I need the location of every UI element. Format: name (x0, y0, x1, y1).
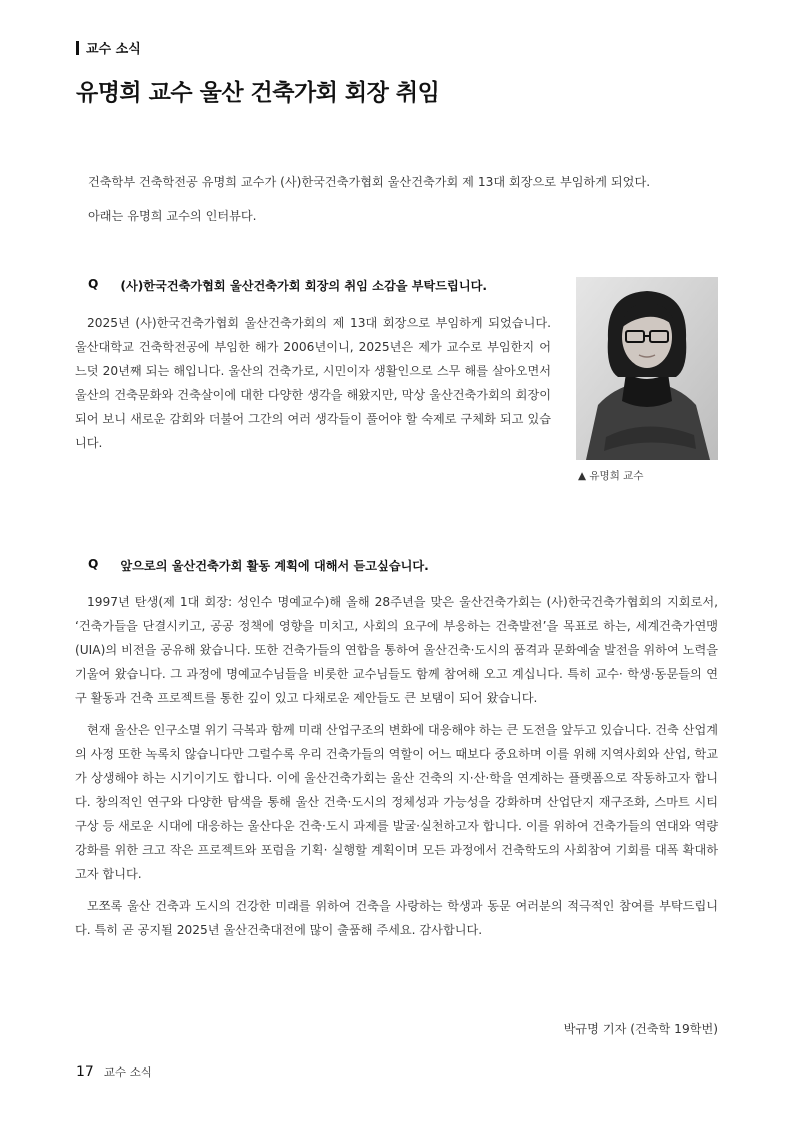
intro-paragraph: 아래는 유명희 교수의 인터뷰다. (88, 209, 257, 223)
article-title: 유명희 교수 울산 건축가회 회장 취임 (76, 80, 440, 106)
byline: 박규명 기자 (건축학 19학번) (563, 1022, 718, 1036)
section-tag (76, 38, 141, 57)
page-number: 17 (76, 1064, 94, 1080)
answer-paragraph: 1997년 탄생(제 1대 회장: 성인수 명예교수)해 올해 28주년을 맞은 울산건축가회는 (사)한국건축가협회의 지회로서, ‘건축가들을 단결시키고, 공공 정책에 영향을 미치고, 사회의 요구에 부응하는 건축발전’을 목표로 하는, 세계건축가연맹(UIA)의 비전을 공유해 왔습니다. 또한 건축가들의 연합을 통하여 울산건축·도시의 품격과 문화예술 발전을 위하여 노력을 기울여 왔습니다. 그 과정에 명예교수님들을 비롯한 교수님들도 함께 참여해 오고 계십니다. 특히 교수· 학생·동문들의 연구 활동과 건축 프로젝트를 통한 깊이 있고 다채로운 제안들도 큰 보탬이 되어 왔습니다. (75, 595, 718, 705)
answer-paragraph: 2025년 (사)한국건축가협회 울산건축가회의 제 13대 회장으로 부임하게 되었습니다. 울산대학교 건축학전공에 부임한 해가 2006년이니, 2025년은 제가 교수로 부임한지 어느덧 20년째 되는 해입니다. 울산의 건축가로, 시민이자 생활인으로 스무 해를 살아오면서 울산의 건축문화와 건축살이에 대한 다양한 생각을 해왔지만, 막상 울산건축가회의 회장이 되어 보니 새로운 감회와 더불어 그간의 여러 생각들이 풀어야 할 숙제로 구체화 되고 있습니다. (75, 316, 551, 450)
question-label: Q (88, 277, 99, 291)
intro (88, 172, 728, 240)
page-footer (76, 1064, 152, 1080)
section-tag-bar (76, 41, 79, 55)
question-2 (88, 557, 728, 574)
answer-1 (75, 311, 551, 455)
question-label: Q (88, 557, 99, 571)
answer-2 (75, 590, 718, 950)
portrait-photo (576, 277, 718, 460)
portrait-illustration (576, 277, 718, 460)
question-text: (사)한국건축가협회 울산건축가회 회장의 취임 소감을 부탁드립니다. (120, 279, 488, 293)
section-tag-label: 교수 소식 (86, 42, 141, 57)
intro-paragraph: 건축학부 건축학전공 유명희 교수가 (사)한국건축가협회 울산건축가회 제 13대 회장으로 부임하게 되었다. (88, 175, 651, 189)
answer-paragraph: 현재 울산은 인구소멸 위기 극복과 함께 미래 산업구조의 변화에 대응해야 하는 큰 도전을 앞두고 있습니다. 건축 산업계의 사정 또한 녹록치 않습니다만 그럴수록 우리 건축가들의 역할이 어느 때보다 중요하며 이를 위해 지역사회와 산업, 학교가 상생해야 하는 시기이기도 합니다. 이에 울산건축가회는 울산 건축의 지·산·학을 연계하는 플랫폼으로 작동하고자 합니다. 창의적인 연구와 다양한 탐색을 통해 울산 건축·도시의 정체성과 가능성을 강화하며 산업단지 재구조화, 스마트 시티 구상 등 새로운 시대에 대응하는 울산다운 건축·도시 과제를 발굴·실천하고자 합니다. 이를 위하여 건축가들의 연대와 역량 강화를 위한 크고 작은 프로젝트와 포럼을 기획· 실행할 계획이며 모든 과정에서 건축학도의 사회참여 기회를 대폭 확대하고자 합니다. (75, 723, 718, 881)
photo-caption: ▲ 유명희 교수 (578, 470, 644, 482)
footer-section: 교수 소식 (103, 1065, 152, 1079)
question-text: 앞으로의 울산건축가회 활동 계획에 대해서 듣고싶습니다. (120, 559, 429, 573)
answer-paragraph: 모쪼록 울산 건축과 도시의 건강한 미래를 위하여 건축을 사랑하는 학생과 동문 여러분의 적극적인 참여를 부탁드립니다. 특히 곧 공지될 2025년 울산건축대전에 많이 출품해 주세요. 감사합니다. (75, 899, 718, 937)
question-1 (88, 277, 558, 294)
